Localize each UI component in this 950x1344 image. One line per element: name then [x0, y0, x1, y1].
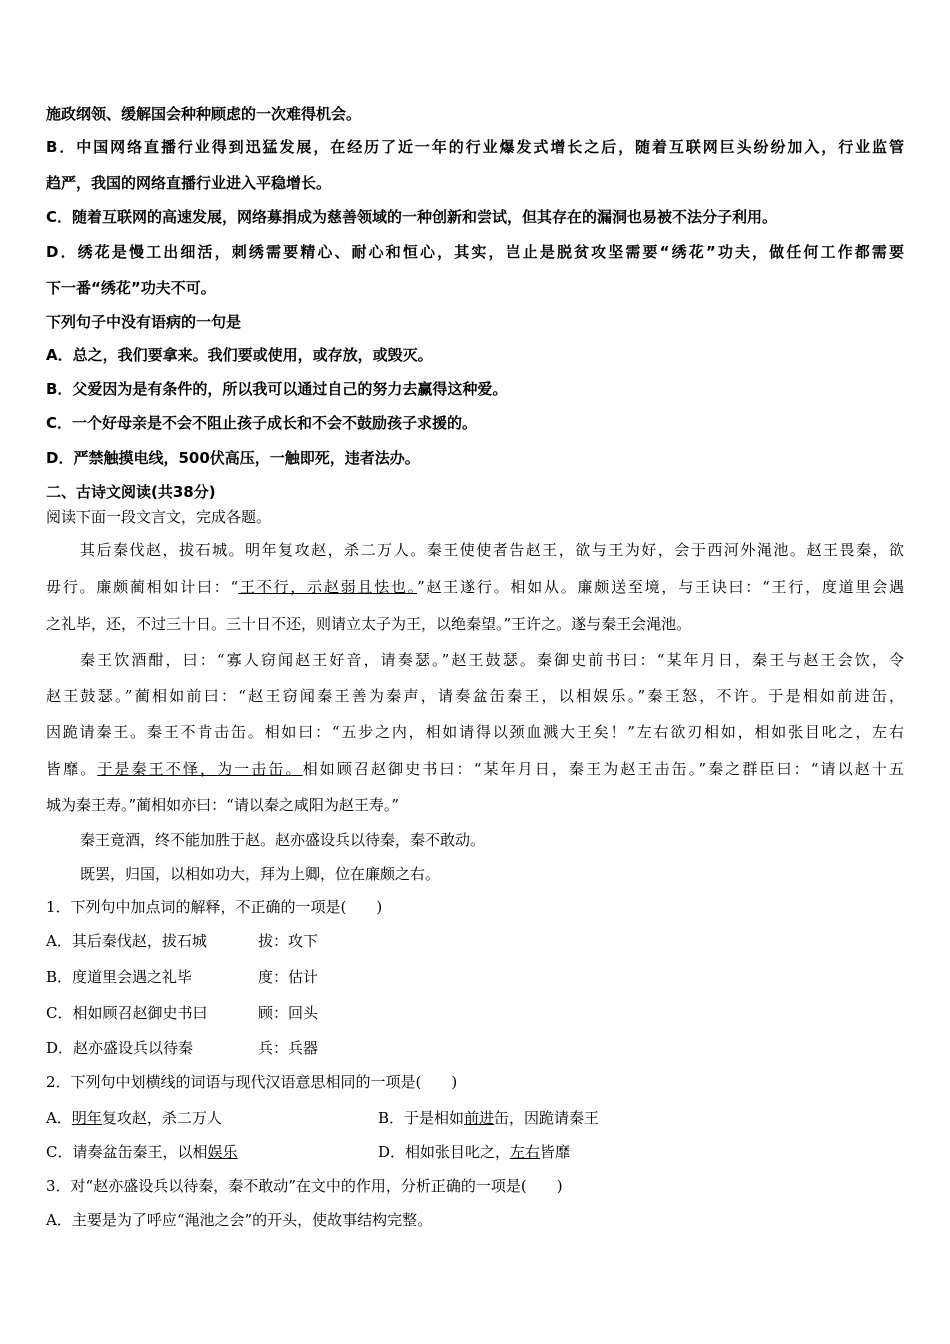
section-instruction: 阅读下面一段文言文，完成各题。	[46, 508, 272, 526]
q1-option-b	[46, 967, 319, 987]
passage-line: 秦王竟酒，终不能加胜于赵。赵亦盛设兵以待秦，秦不敢动。	[80, 831, 486, 849]
passage-text: ”赵王遂行。相如从。廉颇送至境，与王诀曰：“王行，度道里会遇	[417, 578, 904, 596]
option-definition: 顾：回头	[258, 1004, 319, 1022]
option-c: C．随着互联网的高速发展，网络募捐成为慈善领域的一种创新和尝试，但其存在的漏洞也易被不法分子利用。	[46, 208, 778, 226]
option-text: 复攻赵，杀二万人	[101, 1109, 222, 1127]
underlined-word: 娱乐	[207, 1143, 238, 1161]
option-b: B．父爱因为是有条件的，所以我可以通过自己的努力去赢得这种爱。	[46, 380, 508, 398]
section-title: 二、古诗文阅读(共38分)	[46, 483, 216, 501]
option-text: 施政纲领、缓解国会种种顾虑的一次难得机会。	[46, 105, 362, 123]
q2-option-b	[378, 1108, 599, 1128]
option-b-line1: B．中国网络直播行业得到迅猛发展，在经历了近一年的行业爆发式增长之后，随着互联网巨头纷纷加入，行业监管	[46, 138, 904, 156]
q2-option-a	[46, 1109, 222, 1127]
q2-options-ab	[46, 1108, 600, 1128]
underlined-word: 前进	[464, 1109, 495, 1127]
passage-text: 相如顾召赵御史书曰：“某年月日，秦王为赵王击缶。”秦之群臣曰：“请以赵十五	[302, 760, 904, 778]
question-1-stem: 1．下列句中加点词的解释，不正确的一项是( )	[46, 898, 383, 916]
option-a: A．总之，我们要拿来。我们要或使用，或存放，或毁灭。	[46, 346, 433, 364]
passage-text: 皆靡。	[46, 760, 98, 778]
underlined-sentence: 王不行，示赵弱且怯也。	[238, 578, 418, 596]
option-text: 缶，因跪请秦王	[494, 1109, 600, 1127]
passage-line: 之礼毕，还，不过三十日。三十日不还，则请立太子为王，以绝秦望。”王许之。遂与秦王会渑池。	[46, 615, 692, 633]
underlined-word: 左右	[510, 1143, 541, 1161]
option-d: D．严禁触摸电线，500伏高压，一触即死，违者法办。	[46, 449, 420, 467]
passage-line: 其后秦伐赵，拔石城。明年复攻赵，杀二万人。秦王使使者告赵王，欲与王为好，会于西河外渑池。赵王畏秦，欲	[80, 541, 904, 559]
option-definition: 兵：兵器	[258, 1039, 319, 1057]
option-sentence: C．相如顾召赵御史书曰	[46, 1004, 208, 1022]
question-2-stem: 2．下列句中划横线的词语与现代汉语意思相同的一项是( )	[46, 1073, 458, 1091]
passage-text: 毋行。廉颇蔺相如计曰：“	[46, 578, 239, 596]
q1-option-a	[46, 931, 319, 951]
q2-option-d	[378, 1142, 570, 1162]
question-3-stem: 3．对“赵亦盛设兵以待秦，秦不敢动”在文中的作用，分析正确的一项是( )	[46, 1177, 563, 1195]
underlined-word: 明年	[71, 1109, 102, 1127]
question-stem: 下列句子中没有语病的一句是	[46, 313, 242, 331]
passage-line: 城为秦王寿。”蔺相如亦曰：“请以秦之咸阳为赵王寿。”	[46, 796, 400, 814]
passage-line: 因跪请秦王。秦王不肯击缶。相如曰：“五步之内，相如请得以颈血溅大王矣！”左右欲刃相如，相如张目叱之，左右	[46, 723, 904, 741]
underlined-sentence: 于是秦王不怿，为一击缶。	[97, 760, 303, 778]
option-text: 皆靡	[540, 1143, 571, 1161]
option-sentence: A．其后秦伐赵，拔石城	[46, 932, 207, 950]
option-definition: 拔：攻下	[258, 932, 319, 950]
passage-line: 秦王饮酒酣，曰：“寡人窃闻赵王好音，请奏瑟。”赵王鼓瑟。秦御史前书曰：“某年月日，秦王与赵王会饮，令	[80, 651, 904, 669]
option-d-line2: 下一番“绣花”功夫不可。	[46, 279, 216, 297]
option-text: B．于是相如	[378, 1109, 465, 1127]
passage-line	[46, 577, 904, 597]
option-definition: 度：估计	[258, 968, 319, 986]
option-text: D．相如张目叱之，	[378, 1143, 511, 1161]
option-c: C．一个好母亲是不会不阻止孩子成长和不会不鼓励孩子求援的。	[46, 414, 478, 432]
option-b-line2: 趋严，我国的网络直播行业进入平稳增长。	[46, 174, 332, 192]
q2-options-cd	[46, 1142, 571, 1162]
q2-option-c	[46, 1143, 238, 1161]
q3-option-a: A．主要是为了呼应“渑池之会”的开头，使故事结构完整。	[46, 1211, 433, 1229]
option-sentence: D．赵亦盛设兵以待秦	[46, 1039, 194, 1057]
option-d-line1: D．绣花是慢工出细活，刺绣需要精心、耐心和恒心，其实，岂止是脱贫攻坚需要“绣花”功夫，做任何工作都需要	[46, 243, 904, 261]
option-label: A．	[46, 1109, 72, 1127]
passage-line: 既罢，归国，以相如功大，拜为上卿，位在廉颇之右。	[80, 865, 441, 883]
option-sentence: B．度道里会遇之礼毕	[46, 968, 193, 986]
passage-line	[46, 759, 904, 779]
q1-option-d	[46, 1038, 319, 1058]
q1-option-c	[46, 1003, 319, 1023]
passage-line: 赵王鼓瑟。”蔺相如前曰：“赵王窃闻秦王善为秦声，请奏盆缶秦王，以相娱乐。”秦王怒，不许。于是相如前进缶，	[46, 687, 904, 705]
option-text: C．请奏盆缶秦王，以相	[46, 1143, 208, 1161]
